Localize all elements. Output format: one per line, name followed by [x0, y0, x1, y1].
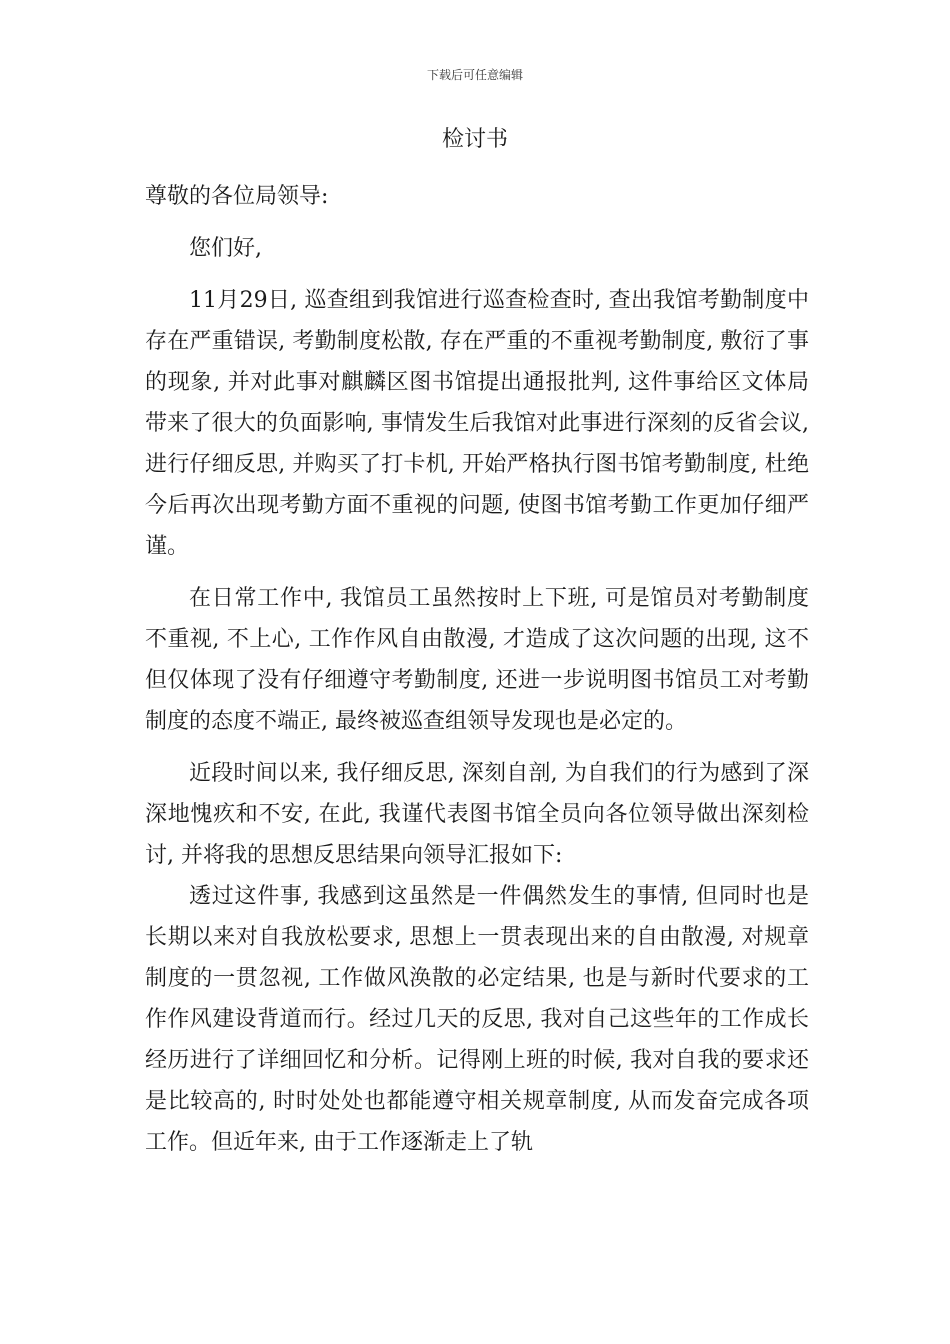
paragraph-2: 在日常工作中, 我馆员工虽然按时上下班, 可是馆员对考勤制度不重视, 不上心, 工作作风自由散漫, 才造成了这次问题的出现, 这不但仅体现了没有仔细遵守考勤制度, 还进一步说明图书馆员工对考勤制度的态度不端正, 最终被巡查组领导发现也是必定的。 — [145, 586, 809, 734]
document-body — [145, 176, 809, 1163]
paragraph-3: 近段时间以来, 我仔细反思, 深刻自剖, 为自我们的行为感到了深深地愧疚和不安, 在此, 我谨代表图书馆全员向各位领导做出深刻检讨, 并将我的思想反思结果向领导汇报如下: — [145, 761, 809, 868]
salutation: 尊敬的各位局领导: — [145, 184, 329, 209]
paragraph-1: 11月29日, 巡查组到我馆进行巡查检查时, 查出我馆考勤制度中存在严重错误, 考勤制度松散, 存在严重的不重视考勤制度, 敷衍了事的现象, 并对此事对麒麟区图书馆提出通报批判, 这件事给区文体局带来了很大的负面影响, 事情发生后我馆对此事进行深刻的反省会议, 进行仔细反思, 并购买了打卡机, 开始严格执行图书馆考勤制度, 杜绝今后再次出现考勤方面不重视的问题, 使图书馆考勤工作更加仔细严谨。 — [145, 288, 809, 559]
greeting: 您们好, — [189, 236, 262, 261]
header-note: 下载后可任意编辑 — [426, 68, 523, 82]
paragraph-4: 透过这件事, 我感到这虽然是一件偶然发生的事情, 但同时也是长期以来对自我放松要求, 思想上一贯表现出来的自由散漫, 对规章制度的一贯忽视, 工作做风涣散的必定结果, 也是与新时代要求的工作作风建设背道而行。经过几天的反思, 我对自己这些年的工作成长经历进行了详细回忆和分析。记得刚上班的时候, 我对自我的要求还是比较高的, 时时处处也都能遵守相关规章制度, 从而发奋完成各项工作。但近年来, 由于工作逐渐走上了轨 — [145, 884, 809, 1155]
document-title: 检讨书 — [441, 127, 508, 152]
